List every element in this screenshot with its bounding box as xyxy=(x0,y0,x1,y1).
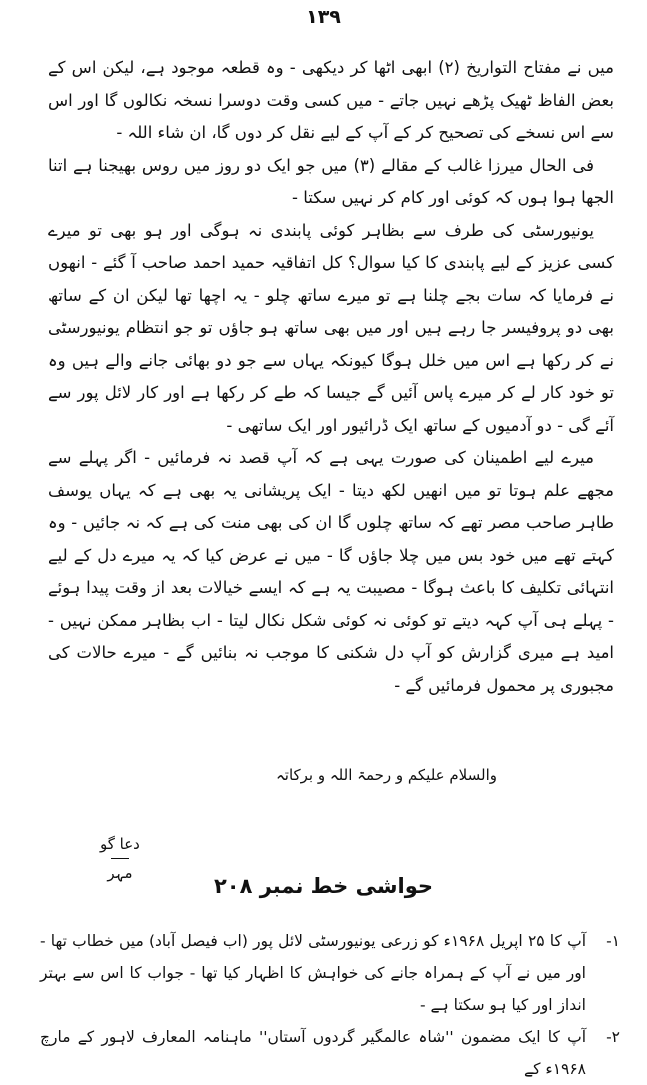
footnote-1 xyxy=(40,925,620,1021)
page-number: ١٣٩ xyxy=(306,6,341,28)
paragraph-2: فی الحال میرزا غالب کے مقالے (۳) میں جو ایک دو روز میں روس بھیجنا ہے اتنا الجھا ہوا ہوں کہ کوئی اور کام کر نہیں سکتا - xyxy=(48,155,614,207)
footnote-number: ۱- xyxy=(606,932,620,950)
letter-body xyxy=(48,52,614,702)
footnotes xyxy=(40,925,620,1085)
footnote-text: آپ کا ۲۵ اپریل ۱۹۶۸ء کو زرعی یونیورسٹی لائل پور (اب فیصل آباد) میں خطاب تھا - اور میں نے آپ کے ہمراہ جانے کی خواہش کا اظہار کیا تھا - جواب کا اس سے بہتر انداز اور کیا ہو سکتا ہے - xyxy=(40,932,586,1014)
paragraph-1: میں نے مفتاح التواریخ (۲) ابھی اٹھا کر دیکھی - وہ قطعہ موجود ہے، لیکن اس کے بعض الفاظ ٹھیک پڑھے نہیں جاتے - میں کسی وقت دوسرا نسخہ نکالوں گا اور اس سے اس نسخے کی تصحیح کر کے آپ کے لیے نقل کر دوں گا، ان شاء اللہ - xyxy=(48,58,614,142)
paragraph-3: یونیورسٹی کی طرف سے بظاہر کوئی پابندی نہ ہوگی اور ہو بھی تو میرے کسی عزیز کے لیے پابندی کا کیا سوال؟ کل اتفاقیہ حمید احمد صاحب آ گئے - انھوں نے فرمایا کہ سات بجے چلنا ہے تو میرے ساتھ چلو - یہ اچھا تھا لیکن ان کے ساتھ بھی دو پروفیسر جا رہے ہیں اور میں بھی ساتھ ہو جاؤں تو جو انتظام یونیورسٹی نے کر رکھا ہے اس میں خلل ہوگا کیونکہ یہاں سے جو دو بھائی جانے والے ہیں وہ تو خود کار لے کر میرے پاس آئیں گے جیسا کہ طے کر رکھا ہے اور کار لائل پور سے آئے گی - دو آدمیوں کے ساتھ ایک ڈرائیور اور ایک ساتھی - xyxy=(48,220,614,435)
footnote-2 xyxy=(40,1021,620,1085)
salutation: والسلام علیکم و رحمۃ اللہ و برکاتہ xyxy=(275,766,497,784)
dua-go: دعا گو xyxy=(100,835,140,853)
letter-closing xyxy=(77,760,497,790)
paragraph-4: میرے لیے اطمینان کی صورت یہی ہے کہ آپ قصد نہ فرمائیں - اگر پہلے سے مجھے علم ہوتا تو میں انھیں لکھ دیتا - ایک پریشانی یہ بھی ہے کہ یہاں یوسف طاہر صاحب مصر تھے کہ ساتھ چلوں گا ان کی بھی منت کی ہے کہ نہ جائیں - وہ کہتے تھے میں خود بس میں چلا جاؤں گا - میں نے عرض کیا کہ یہ میرے دل کے لیے انتہائی تکلیف کا باعث ہوگا - مصیبت یہ ہے کہ ایسے خیالات بعد از وقت پیدا ہوئے - پہلے ہی آپ کہہ دیتے تو کوئی نہ کوئی شکل نکال لیتا - اب بظاہر ممکن نہیں - امید ہے میری گزارش کو آپ دل شکنی کا موجب نہ بنائیں گے - میرے حالات کی مجبوری پر محمول فرمائیں گے - xyxy=(48,448,614,695)
footnotes-heading: حواشی خط نمبر ۲۰۸ xyxy=(213,874,433,898)
footnote-number: ۲- xyxy=(606,1028,620,1046)
signature: مہر xyxy=(107,864,133,882)
footnote-text: آپ کا ایک مضمون ''شاہ عالمگیر گردوں آستاں'' ماہنامہ المعارف لاہور کے مارچ ۱۹۶۸ء کے xyxy=(40,1028,586,1078)
